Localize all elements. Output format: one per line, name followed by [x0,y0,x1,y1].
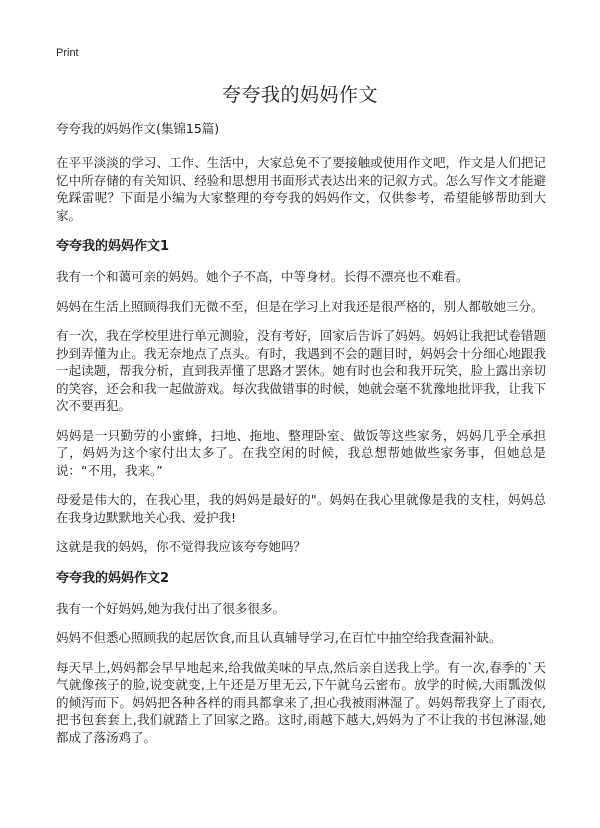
document-body [56,120,546,758]
print-link[interactable]: Print [56,47,79,59]
paragraph: 我有一个好妈妈,她为我付出了很多很多。 [56,600,285,616]
document-title: 夸夸我的妈妈作文 [221,84,378,106]
paragraph: 妈妈在生活上照顾得我们无微不至，但是在学习上对我还是很严格的，别人都敬她三分。 [56,298,544,314]
paragraph: 母爱是伟大的，在我心里，我的妈妈是最好的"。妈妈在我心里就像是我的支柱，妈妈总在我身边默默地关心我、爱护我! [56,492,546,525]
paragraph: 妈妈不但悉心照顾我的起居饮食,而且认真辅导学习,在百忙中抽空给我查漏补缺。 [56,630,502,645]
paragraph: 我有一个和蔼可亲的妈妈。她个子不高，中等身材。长得不漂亮也不难看。 [56,269,469,284]
document-subtitle: 夸夸我的妈妈作文(集锦15篇) [56,121,220,136]
paragraph: 每天早上,妈妈都会早早地起来,给我做美味的早点,然后亲自送我上学。有一次,春季的`天气就像孩子的脸,说变就变,上午还是万里无云,下午就乌云密布。放学的时候,大雨瓢泼似的倾泻而下。妈妈把各种各样的雨具都拿来了,担心我被雨淋湿了。妈妈帮我穿上了雨衣,把书包套套上,我们就踏上了回家之路。这时,雨越下越大,妈妈为了不让我的书包淋湿,她都成了落汤鸡了。 [56,659,546,745]
intro-paragraph: 在平平淡淡的学习、工作、生活中，大家总免不了要接触或使用作文吧，作文是人们把记忆中所存储的有关知识、经验和思想用书面形式表达出来的记叙方式。怎么写作文才能避免踩雷呢？下面是小编为大家整理的夸夸我的妈妈作文，仅供参考，希望能够帮助到大家。 [56,155,546,223]
section-heading: 夸夸我的妈妈作文2 [56,570,170,586]
paragraph: 这就是我的妈妈，你不觉得我应该夸夸她吗？ [56,539,307,554]
paragraph: 妈妈是一只勤劳的小蜜蜂，扫地、拖地、整理卧室、做饭等这些家务，妈妈几乎全承担了，妈妈为这个家付出太多了。在我空闲的时候，我总想帮她做些家务事，但她总是说：“不用，我来。” [56,427,546,478]
section-heading: 夸夸我的妈妈作文1 [56,239,170,254]
paragraph: 有一次，我在学校里进行单元测验，没有考好，回家后告诉了妈妈。妈妈让我把试卷错题抄到弄懂为止。我无奈地点了点头。有时，我遇到不会的题目时，妈妈会十分细心地跟我一起读题，帮我分析，直到我弄懂了思路才罢休。她有时也会和我开玩笑，脸上露出亲切的笑容，还会和我一起做游戏。每次我做错事的时候，她就会毫不犹豫地批评我，让我下次不要再犯。 [56,328,546,413]
